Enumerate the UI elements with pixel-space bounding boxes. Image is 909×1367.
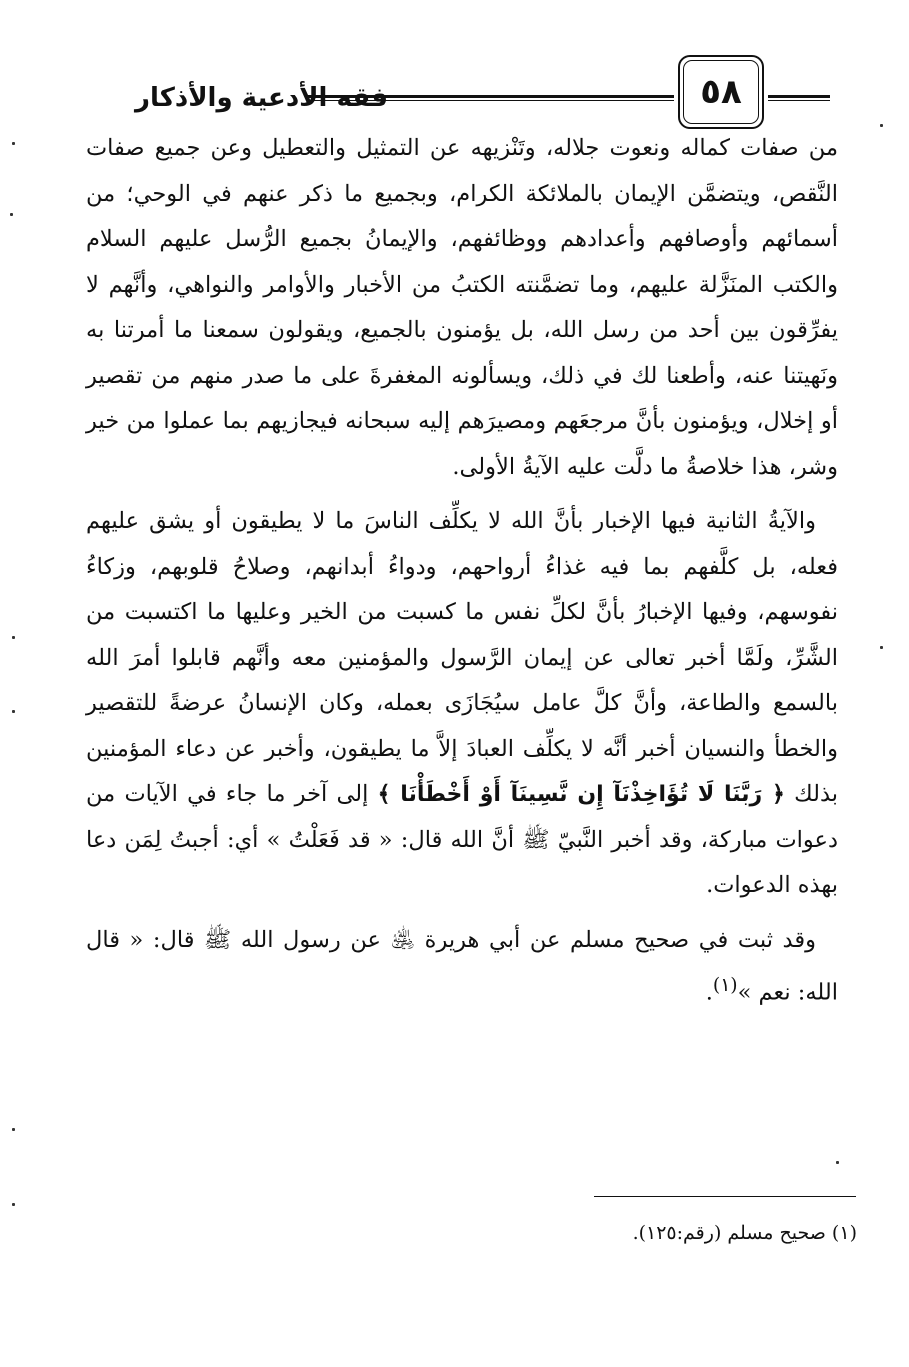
paragraph-3-end: . (705, 979, 713, 1006)
paragraph-2-after-quran: إلى آخر ما جاء في الآيات من دعوات مباركة، وقد أخبر النَّبيّ ﷺ أنَّ الله قال: « قد فَعَلْتُ » أي: أجبتُ لِمَن دعا بهذه الدعوات. (86, 781, 838, 898)
footnote-separator (594, 1196, 856, 1197)
header-rule-right (768, 95, 830, 101)
scan-speck (12, 636, 15, 639)
paragraph-2-before-quran: والآيةُ الثانية فيها الإخبار بأنَّ الله لا يكلِّف الناسَ ما لا يطيقون أو يشق عليهم فعله، بل كلَّفهم بما فيه غذاءُ أرواحهم، ودواءُ أبدانهم، وصلاحُ قلوبهم، وزكاءُ نفوسهم، وفيها الإخبارُ بأنَّ لكلِّ نفس ما كسبت من الخير وعليها ما اكتسبت من الشَّرِّ، ولَمَّا أخبر تعالى عن إيمان الرَّسول والمؤمنين معه وأنَّهم قابلوا أمرَ الله بالسمع والطاعة، وأنَّ كلَّ عامل سيُجَازَى بعمله، وكان الإنسانُ عرضةً للتقصير والخطأ والنسيان أخبر أنَّه لا يكلِّف العبادَ إلاَّ ما يطيقون، وأخبر عن دعاء المؤمنين بذلك (86, 508, 839, 807)
scan-speck (836, 1161, 839, 1164)
footnote: (١) صحيح مسلم (رقم:١٢٥). (632, 1222, 857, 1244)
paragraph-3 (86, 918, 838, 1017)
paragraph-2 (86, 499, 838, 909)
scan-speck (880, 646, 883, 649)
header-rule-left (306, 95, 674, 101)
footnote-reference: (١) (712, 975, 738, 996)
page-header (80, 55, 840, 135)
quran-verse: ﴿ رَبَّنَا لَا تُؤَاخِذْنَآ إِن نَّسِينَآ أَوْ أَخْطَأْنَا ﴾ (377, 782, 785, 807)
scan-speck (12, 1128, 15, 1131)
paragraph-3-text: وقد ثبت في صحيح مسلم عن أبي هريرة ﵁ عن رسول الله ﷺ قال: « قال الله: نعم » (86, 926, 838, 1006)
page-number: ٥٨ (678, 55, 764, 129)
body-text (86, 126, 838, 1016)
scan-speck (880, 124, 883, 127)
running-title: فقه الأدعية والأذكار (135, 83, 388, 113)
scan-speck (12, 710, 15, 713)
paragraph-1: من صفات كماله ونعوت جلاله، وتَنْزيهه عن التمثيل والتعطيل وعن جميع صفات النَّقص، ويتضمَّن الإيمان بالملائكة الكرام، وبجميع ما ذكر عنهم في الوحي؛ من أسمائهم وأوصافهم وأعدادهم ووظائفهم، والإيمانُ بجميع الرُّسل عليهم السلام والكتب المنَزَّلة عليهم، وما تضمَّنته الكتبُ من الأخبار والأوامر والنواهي، وأنَّهم لا يفرِّقون بين أحد من رسل الله، بل يؤمنون بالجميع، ويقولون سمعنا ما أمرتنا به ونَهيتنا عنه، وأطعنا لك في ذلك، ويسألونه المغفرةَ على ما صدر منهم من تقصير أو إخلال، ويؤمنون بأنَّ مرجعَهم ومصيرَهم إليه سبحانه فيجازيهم بما عملوا من خير وشر، هذا خلاصةُ ما دلَّت عليه الآيةُ الأولى. (86, 135, 838, 480)
scan-speck (10, 213, 13, 216)
scan-speck (12, 1203, 15, 1206)
scan-speck (12, 142, 15, 145)
